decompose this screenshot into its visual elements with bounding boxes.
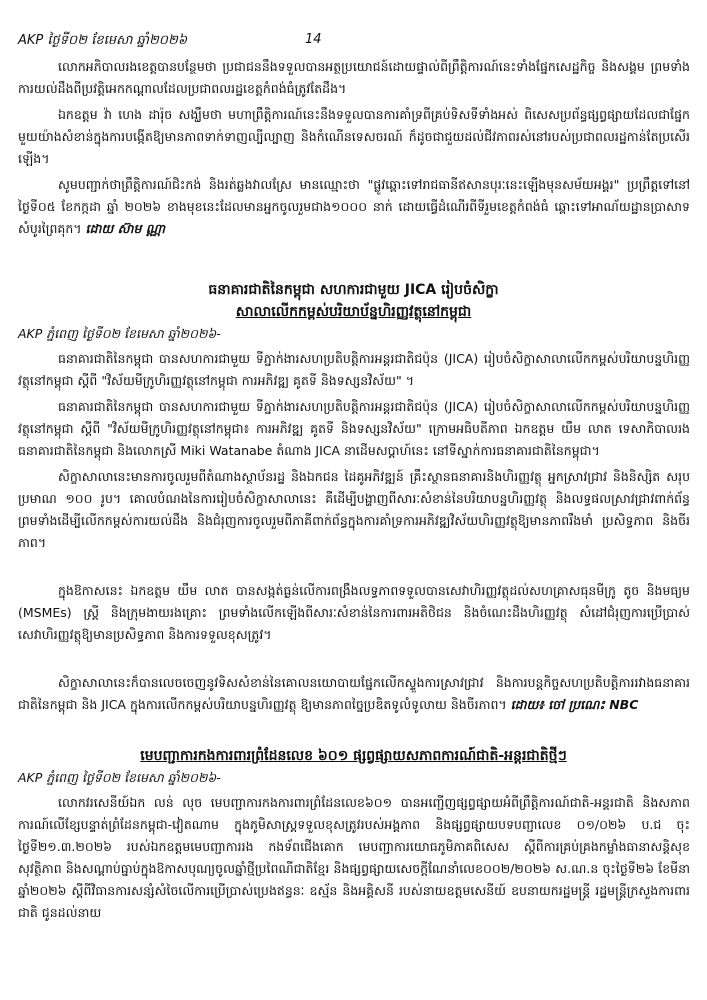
story3-paragraph-1: លោកវរសេនីយ៍ឯក លន់ លុច មេបញ្ជាការកងការពារព្រំដែនលេខ៦០១ បានអញ្ជើញផ្សព្វផ្សាយអំពីព្រឹត្តិការណ៍ជាតិ-អន្តរជាតិ និងសភាពការណ៍លើខ្សែបន្ទាត់ព្រំដែនកម្ពុជា-វៀតណាម ក្នុងភូមិសាស្ត្រទទួលខុសត្រូវរបស់អង្គភាព និងផ្សព្វផ្សាយបទបញ្ជាលេខ ០១/០២៦ ប.ជ ចុះថ្ងៃទី២១.៣.២០២៦ របស់ឯកឧត្តមមេបញ្ជាការរង កងទ័ពជើងគោក មេបញ្ជាការយោធភូមិភាគពិសេស ស្តីពីការគ្រប់គ្រងកម្លាំងធានាសន្តិសុខ សុវត្ថិភាព និងសណ្តាប់ធ្នាប់ក្នុងឱកាសបុណ្យចូលឆ្នាំថ្មីប្រពៃណីជាតិខ្មែរ និងផ្សព្វផ្សាយសេចក្តីណែនាំលេខ០០២/២០២៦ ស.ណ.ន ចុះថ្ងៃទី២៦ ខែមីនា ឆ្នាំ២០២៦ ស្តីពីវិធានការសន្សំសំចៃលើការប្រើប្រាស់ប្រេងឥន្ធនៈ ឧស្ម័ន និងអគ្គិសនី របស់នាយឧត្តមសេនីយ៍ ឧបនាយករដ្ឋមន្ត្រី រដ្ឋមន្ត្រីក្រសួងការពារជាតិ ជូនដល់នាយ	[18, 795, 690, 920]
story2-paragraph-3: សិក្ខាសាលានេះមានការចូលរួមពីតំណាងស្ថាប័នរដ្ឋ និងឯកជន ដៃគូអភិវឌ្ឍន៍ គ្រឹះស្ថានធនាគារនិងហិរញ្ញវត្ថុ អ្នកស្រាវជ្រាវ និងនិស្សិត សរុបប្រមាណ ១០០ រូប។ គោលបំណងនៃការរៀបចំសិក្ខាសាលានេះ គឺដើម្បីបង្ហាញពីសារៈសំខាន់នៃបរិយាបន្នហិរញ្ញវត្ថុ និងលទ្ធផលស្រាវជ្រាវពាក់ព័ន្ធ ព្រមទាំងដើម្បីលើកកម្ពស់ការយល់ដឹង និងជំរុញការចូលរួមពីភាគីពាក់ព័ន្ធក្នុងការគាំទ្រការអភិវឌ្ឍវិស័យហិរញ្ញវត្ថុឱ្យមានភាពរឹងមាំ ប្រសិទ្ធភាព និងចីរភាព។	[18, 469, 690, 550]
header-dateline: AKP ថ្ងៃទី០២ ខែមេសា ឆ្នាំ២០២៦	[18, 33, 188, 48]
story2-paragraph-4: ក្នុងឱកាសនេះ ឯកឧត្តម យឹម លាត បានសង្កត់ធ្ងន់លើការពង្រឹងលទ្ធភាពទទួលបានសេវាហិរញ្ញវត្ថុដល់សហគ្រាសធុនមីក្រូ តូច និងមធ្យម (MSMEs) ស្ត្រី និងក្រុមងាយរងគ្រោះ ព្រមទាំងលើកឡើងពីសារៈសំខាន់នៃការពារអតិថិជន និងចំណេះដឹងហិរញ្ញវត្ថុ សំដៅជំរុញការប្រើប្រាស់សេវាហិរញ្ញវត្ថុឱ្យមានប្រសិទ្ធភាព និងការទទួលខុសត្រូវ។	[18, 583, 690, 642]
story3-title: មេបញ្ជាការកងការពារព្រំដែនលេខ ៦០១ ផ្សព្វផ្សាយសភាពការណ៍ជាតិ-អន្តរជាតិថ្មីៗ	[140, 748, 567, 764]
story2-paragraph-2: ធនាគារជាតិនៃកម្ពុជា បានសហការជាមួយ ទីភ្នាក់ងារសហប្រតិបត្តិការអន្តរជាតិជប៉ុន (JICA) រៀបចំសិក្ខាសាលាលើកកម្ពស់បរិយាបន្នហិរញ្ញវត្ថុនៅកម្ពុជា ស្តីពី "វិស័យមីក្រូហិរញ្ញវត្ថុនៅកម្ពុជា៖ ការអភិវឌ្ឍ គូតទី និងទស្សនវិស័យ" ក្រោមអធិបតីភាព ឯកឧត្តម យឹម លាត ទេសាភិបាលរង ធនាគារជាតិនៃកម្ពុជា និងលោកស្រី Miki Watanabe តំណាង JICA នាដើមសប្តាហ៍នេះ នៅទីស្នាក់ការធនាគារជាតិនៃកម្ពុជា។	[18, 399, 690, 458]
story2-paragraph-5	[18, 672, 690, 738]
story2-title-line1: ធនាគារជាតិនៃកម្ពុជា សហការជាមួយ JICA រៀបចំសិក្ខា	[208, 282, 499, 298]
story2-dateline: AKP ភ្នំពេញ ថ្ងៃទី០២ ខែមេសា ឆ្នាំ២០២៦-	[18, 326, 221, 341]
story2-paragraph-5-text: សិក្ខាសាលានេះក៏បានលេចចេញនូវទិសសំខាន់នៃគោលនយោបាយផ្នែកលើកស្ទួងការស្រាវជ្រាវ និងការបន្តកិច្ចសហប្រតិបត្តិការរវាងធនាគារជាតិនៃកម្ពុជា និង JICA ក្នុងការលើកកម្ពស់បរិយាបន្នហិរញ្ញវត្ថុ ឱ្យមានភាពច្នៃប្រឌិតទូលំទូលាយ និងចីរភាព។	[18, 675, 690, 712]
story1-paragraph-2: ឯកឧត្តម វ៉ា ហេង ដារ៉ុច សង្ឃឹមថា មហាព្រឹត្តិការណ៍នេះនឹងទទួលបានការគាំទ្រពីគ្រប់ទិសទីទាំងអស់ ពិសេសប្រព័ន្ធផ្សព្វផ្សាយដែលជាផ្នែកមួយយ៉ាងសំខាន់ក្នុងការបង្កើតឱ្យមានភាពទាក់ទាញល្បីល្បាញ និងកំណើនទេសចរណ៍ ក៏ដូចជាជួយដល់ជីវភាពរស់នៅរបស់ប្រជាពលរដ្ឋកាន់តែប្រសើរឡើង។	[18, 107, 690, 166]
story1-paragraph-1: លោកអភិបាលរងខេត្តបានបន្ថែមថា ប្រជាជននឹងទទួលបានអត្ថប្រយោជន៍ដោយផ្ទាល់ពីព្រឹត្តិការណ៍នេះទាំងផ្នែកសេដ្ឋកិច្ច និងសង្គម ព្រមទាំងការយល់ដឹងពីប្រវត្តិអេកកណ្តាលដែលប្រជាពលរដ្ឋខេត្តកំពង់ធំត្រូវតែដឹង។	[18, 59, 690, 96]
story2-title-line2: សាលាលើកកម្ពស់បរិយាប័ន្នហិរញ្ញវត្ថុនៅកម្ពុជា	[235, 304, 472, 320]
story3-dateline: AKP ភ្នំពេញ ថ្ងៃទី០២ ខែមេសា ឆ្នាំ២០២៦-	[18, 770, 221, 785]
story1-paragraph-3	[18, 174, 690, 262]
story1-credit: ដោយ ស៊ាម ណ្ណា	[85, 221, 166, 236]
page-number: 14	[305, 32, 322, 47]
story2-credit: ដោយ៖ ចៅ ប្រណេះ NBC	[510, 697, 639, 712]
story1-paragraph-3-text: សូមបញ្ជាក់ថាព្រឹត្តិការណ៍ជិះកង់ និងរត់ឆ្លងវាលស្រែ មានឈ្មោះថា "ផ្លូវឆ្ពោះទៅរាជធានីឥសានបុរៈនេះឡើងមុនសម័យអង្គរ" ប្រព្រឹត្តទៅនៅថ្ងៃទី០៥ ខែកក្កដា ឆ្នាំ ២០២៦ ខាងមុខនេះដែលមានអ្នកចូលរួមជាង១០០០ នាក់ ដោយធ្វើដំណើរពីទីរួមខេត្តកំពង់ធំ ឆ្ពោះទៅអាណ័យដ្ឋានប្រាសាទសំបូរព្រៃគុក។	[18, 177, 690, 236]
story2-paragraph-1: ធនាគារជាតិនៃកម្ពុជា បានសហការជាមួយ ទីភ្នាក់ងារសហប្រតិបត្តិការអន្តរជាតិជប៉ុន (JICA) រៀបចំសិក្ខាសាលាលើកកម្ពស់បរិយាបន្នហិរញ្ញវត្ថុនៅកម្ពុជា ស្តីពី "វិស័យមីក្រូហិរញ្ញវត្ថុនៅកម្ពុជា ការអភិវឌ្ឍ គូតទី និងទស្សនវិស័យ" ។	[18, 351, 690, 388]
